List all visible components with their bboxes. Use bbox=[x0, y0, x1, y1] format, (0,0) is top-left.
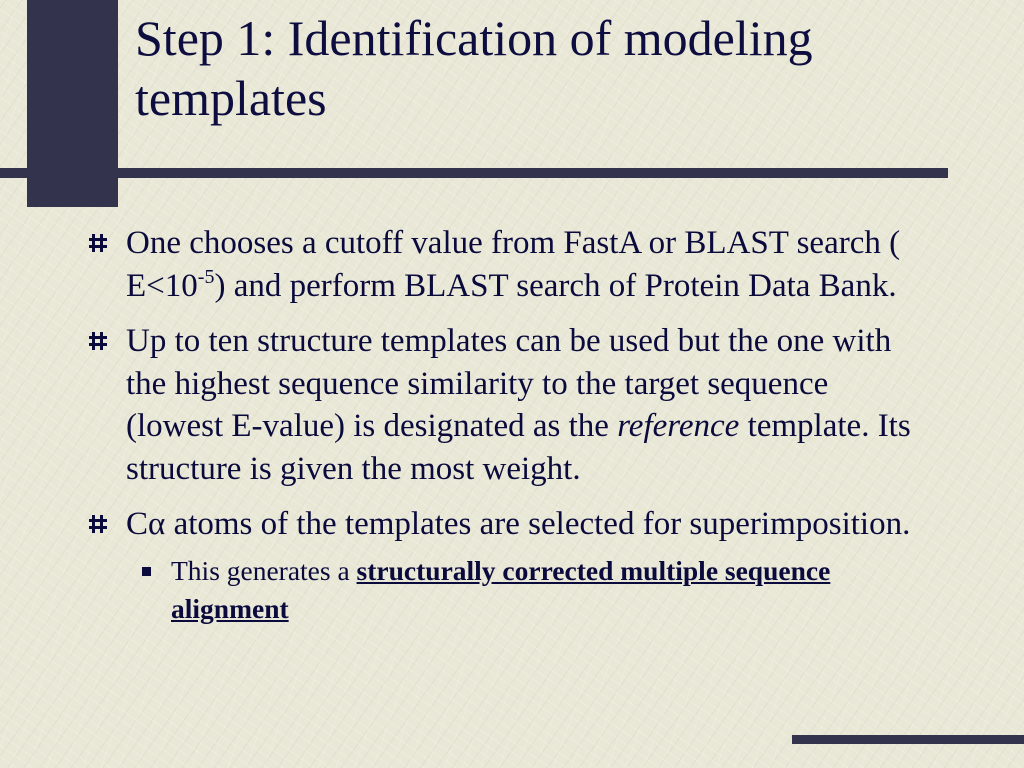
alignment-emphasis: structurally corrected multiple sequence alignment bbox=[171, 554, 831, 624]
bullet-text bbox=[126, 506, 910, 542]
sub-bullet-text-part: This generates a bbox=[171, 554, 357, 586]
hash-bullet-icon bbox=[88, 514, 108, 534]
square-bullet-icon bbox=[142, 567, 151, 576]
bullet-item-templates bbox=[88, 320, 928, 490]
bullet-list bbox=[88, 222, 928, 641]
bottom-accent-rule bbox=[792, 735, 1024, 744]
exponent-superscript: -5 bbox=[197, 265, 215, 288]
bullet-text-part: One chooses a cutoff value from FastA or BLAST search ( E<10 bbox=[126, 225, 901, 304]
reference-emphasis: reference bbox=[617, 408, 740, 444]
sub-bullet-item bbox=[126, 552, 928, 628]
bullet-item-cutoff bbox=[88, 222, 928, 307]
bullet-text bbox=[126, 323, 911, 487]
bullet-text bbox=[126, 225, 900, 304]
sub-bullet-list bbox=[126, 552, 928, 628]
bullet-text-part: template. Its structure is given the most weight. bbox=[126, 408, 911, 487]
hash-bullet-icon bbox=[88, 233, 108, 253]
bullet-text-part: atoms of the templates are selected for superimposition. bbox=[165, 506, 911, 542]
sub-bullet-text bbox=[171, 555, 830, 624]
hash-bullet-icon bbox=[88, 331, 108, 351]
alpha-symbol: α bbox=[148, 506, 166, 542]
bullet-text-part: Up to ten structure templates can be used but the one with the highest sequence similarity to the target sequence (lowest E-value) is designated as the bbox=[126, 323, 892, 444]
title-divider-rule bbox=[0, 168, 948, 178]
bullet-text-part: C bbox=[126, 506, 149, 542]
bullet-item-calpha bbox=[88, 503, 928, 628]
slide-title: Step 1: Identification of modeling templates bbox=[135, 10, 813, 126]
bullet-text-part: ) and perform BLAST search of Protein Data Bank. bbox=[214, 267, 897, 304]
